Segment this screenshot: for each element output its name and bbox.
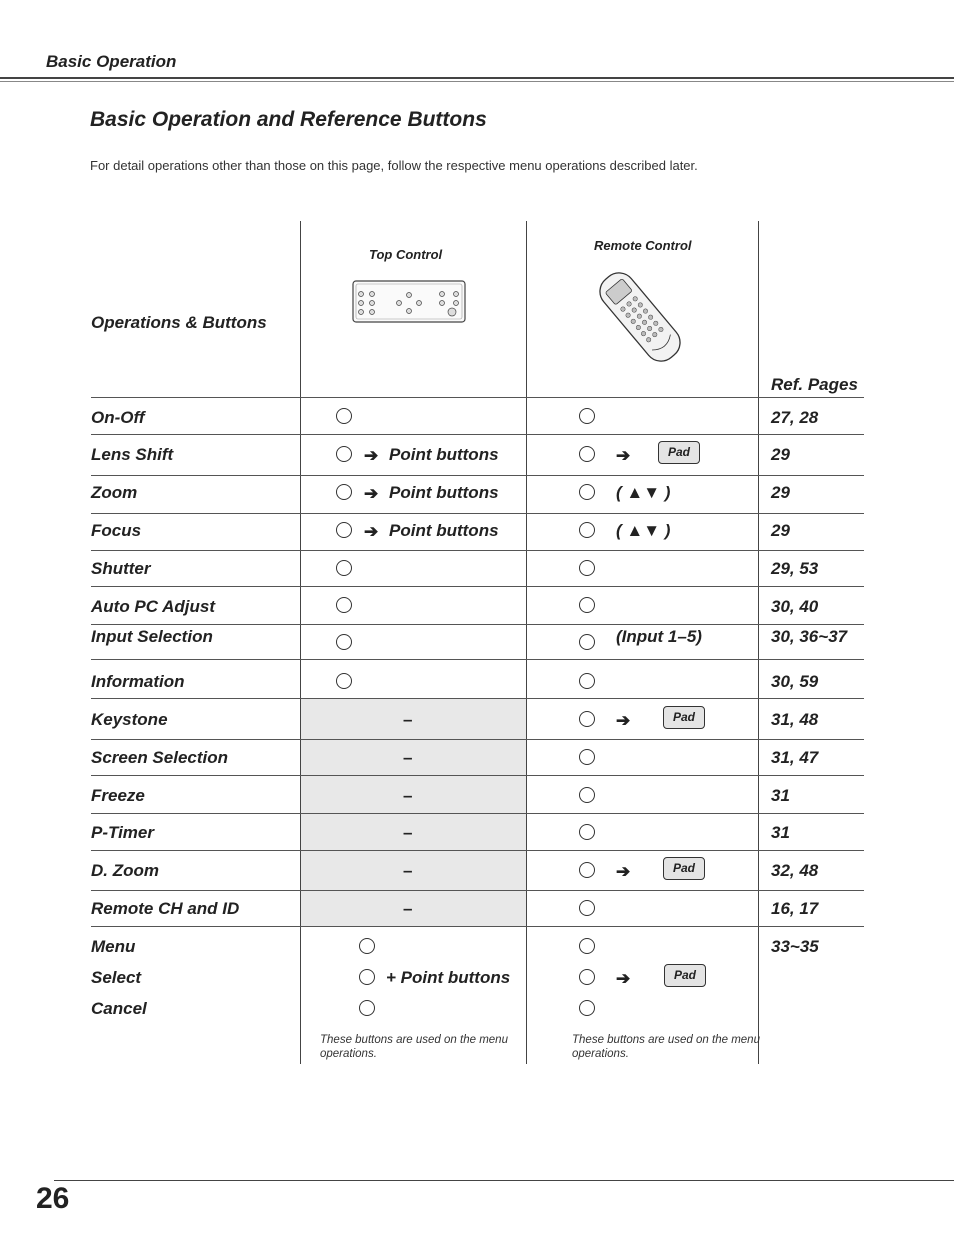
input-range-text: (Input 1–5) xyxy=(616,627,702,646)
row-divider xyxy=(91,434,864,435)
ref-page: 29 xyxy=(771,483,790,502)
freeze-button-icon xyxy=(579,787,595,803)
ref-page: 31 xyxy=(771,823,790,842)
not-available-dash: – xyxy=(403,899,413,918)
arrow-icon: ➔ xyxy=(364,522,379,541)
d-zoom-button-icon xyxy=(579,862,595,878)
arrow-icon: ➔ xyxy=(616,446,631,465)
row-divider xyxy=(91,513,864,514)
top-control-note: These buttons are used on the menu operations. xyxy=(320,1034,508,1060)
arrow-icon: ➔ xyxy=(616,862,631,881)
auto-pc-adjust-button-icon xyxy=(336,597,352,613)
unavailable-cells-shade xyxy=(301,699,526,890)
info-button-icon xyxy=(336,673,352,689)
row-label: Information xyxy=(91,672,185,691)
row-label: Zoom xyxy=(91,483,138,502)
updown-arrows-text: ( ▲▼ ) xyxy=(616,483,671,502)
row-divider xyxy=(91,475,864,476)
keystone-button-icon xyxy=(579,711,595,727)
ref-page: 31 xyxy=(771,786,790,805)
menu-button-icon xyxy=(579,938,595,954)
row-divider xyxy=(91,550,864,551)
cancel-button-icon xyxy=(579,1000,595,1016)
row-label-select: Select xyxy=(91,968,142,987)
top-control-panel-illustration xyxy=(352,280,466,323)
operations-heading: Operations & Buttons xyxy=(91,313,267,332)
ref-page: 29 xyxy=(771,521,790,540)
arrow-icon: ➔ xyxy=(616,969,631,988)
screen-button-icon xyxy=(579,749,595,765)
arrow-icon: ➔ xyxy=(364,484,379,503)
ref-page: 31, 47 xyxy=(771,748,819,767)
row-label: P-Timer xyxy=(91,823,154,842)
footer-rule xyxy=(54,1180,954,1181)
not-available-dash: – xyxy=(403,823,413,842)
focus-button-icon xyxy=(579,522,595,538)
row-label: Screen Selection xyxy=(91,748,229,767)
p-timer-button-icon xyxy=(579,824,595,840)
row-label: Keystone xyxy=(91,710,168,729)
row-divider xyxy=(91,813,864,814)
row-divider xyxy=(91,624,864,625)
lens-shift-button-icon xyxy=(579,446,595,462)
ref-pages-heading: Ref. Pages xyxy=(771,375,858,394)
on-off-button-icon xyxy=(579,408,595,424)
row-label: Auto PC Adjust xyxy=(91,597,216,616)
ref-page: 33~35 xyxy=(771,937,819,956)
remote-ch-button-icon xyxy=(579,900,595,916)
header-rule-thin xyxy=(0,81,954,82)
pad-button-icon: Pad xyxy=(658,441,700,464)
cancel-button-icon xyxy=(359,1000,375,1016)
point-buttons-text: Point buttons xyxy=(389,521,499,540)
row-divider xyxy=(91,698,864,699)
not-available-dash: – xyxy=(403,786,413,805)
ref-page: 29 xyxy=(771,445,790,464)
ref-page: 31, 48 xyxy=(771,710,819,729)
row-label: Freeze xyxy=(91,786,145,805)
page-number: 26 xyxy=(36,1182,70,1215)
ref-page: 16, 17 xyxy=(771,899,819,918)
row-label: Focus xyxy=(91,521,142,540)
row-label: Input Selection xyxy=(91,627,213,646)
pad-button-icon: Pad xyxy=(663,857,705,880)
updown-arrows-text: ( ▲▼ ) xyxy=(616,521,671,540)
plus-point-buttons-text: + Point buttons xyxy=(386,968,511,987)
header-rule xyxy=(0,77,954,79)
column-divider xyxy=(758,221,759,1064)
input-button-icon xyxy=(579,634,595,650)
not-available-dash: – xyxy=(403,748,413,767)
row-divider xyxy=(91,850,864,851)
pad-button-icon: Pad xyxy=(664,964,706,987)
column-divider xyxy=(526,221,527,1064)
row-divider xyxy=(91,659,864,660)
intro-text: For detail operations other than those on this page, follow the respective menu operations described later. xyxy=(90,158,698,173)
row-label: Remote CH and ID xyxy=(91,899,240,918)
row-divider xyxy=(91,926,864,927)
point-buttons-text: Point buttons xyxy=(389,483,499,502)
ref-page: 27, 28 xyxy=(771,408,819,427)
point-buttons-text: Point buttons xyxy=(389,445,499,464)
row-label: On-Off xyxy=(91,408,145,427)
shutter-button-icon xyxy=(336,560,352,576)
info-button-icon xyxy=(579,673,595,689)
row-divider xyxy=(91,775,864,776)
row-divider xyxy=(91,890,864,891)
ref-page: 30, 40 xyxy=(771,597,819,616)
row-divider xyxy=(91,397,864,398)
lens-shift-button-icon xyxy=(336,446,352,462)
row-divider xyxy=(91,739,864,740)
ref-page: 30, 36~37 xyxy=(771,627,848,646)
zoom-button-icon xyxy=(579,484,595,500)
select-button-icon xyxy=(359,969,375,985)
ref-page: 29, 53 xyxy=(771,559,819,578)
not-available-dash: – xyxy=(403,710,413,729)
remote-control-heading: Remote Control xyxy=(594,238,692,253)
row-label: Shutter xyxy=(91,559,151,578)
focus-button-icon xyxy=(336,522,352,538)
unavailable-cell-shade xyxy=(301,891,526,926)
column-divider xyxy=(300,221,301,1064)
remote-control-note: These buttons are used on the menu operations. xyxy=(572,1034,760,1060)
remote-control-illustration xyxy=(588,268,692,366)
not-available-dash: – xyxy=(403,861,413,880)
arrow-icon: ➔ xyxy=(616,711,631,730)
row-label: Lens Shift xyxy=(91,445,174,464)
row-label-menu: Menu xyxy=(91,937,136,956)
top-control-heading: Top Control xyxy=(369,247,443,262)
zoom-button-icon xyxy=(336,484,352,500)
page-title: Basic Operation and Reference Buttons xyxy=(90,108,487,131)
row-label: D. Zoom xyxy=(91,861,159,880)
menu-button-icon xyxy=(359,938,375,954)
input-button-icon xyxy=(336,634,352,650)
row-divider xyxy=(91,586,864,587)
ref-page: 32, 48 xyxy=(771,861,819,880)
shutter-button-icon xyxy=(579,560,595,576)
arrow-icon: ➔ xyxy=(364,446,379,465)
ref-page: 30, 59 xyxy=(771,672,819,691)
section-header: Basic Operation xyxy=(46,52,177,71)
on-off-button-icon xyxy=(336,408,352,424)
select-button-icon xyxy=(579,969,595,985)
pad-button-icon: Pad xyxy=(663,706,705,729)
auto-pc-adjust-button-icon xyxy=(579,597,595,613)
row-label-cancel: Cancel xyxy=(91,999,147,1018)
